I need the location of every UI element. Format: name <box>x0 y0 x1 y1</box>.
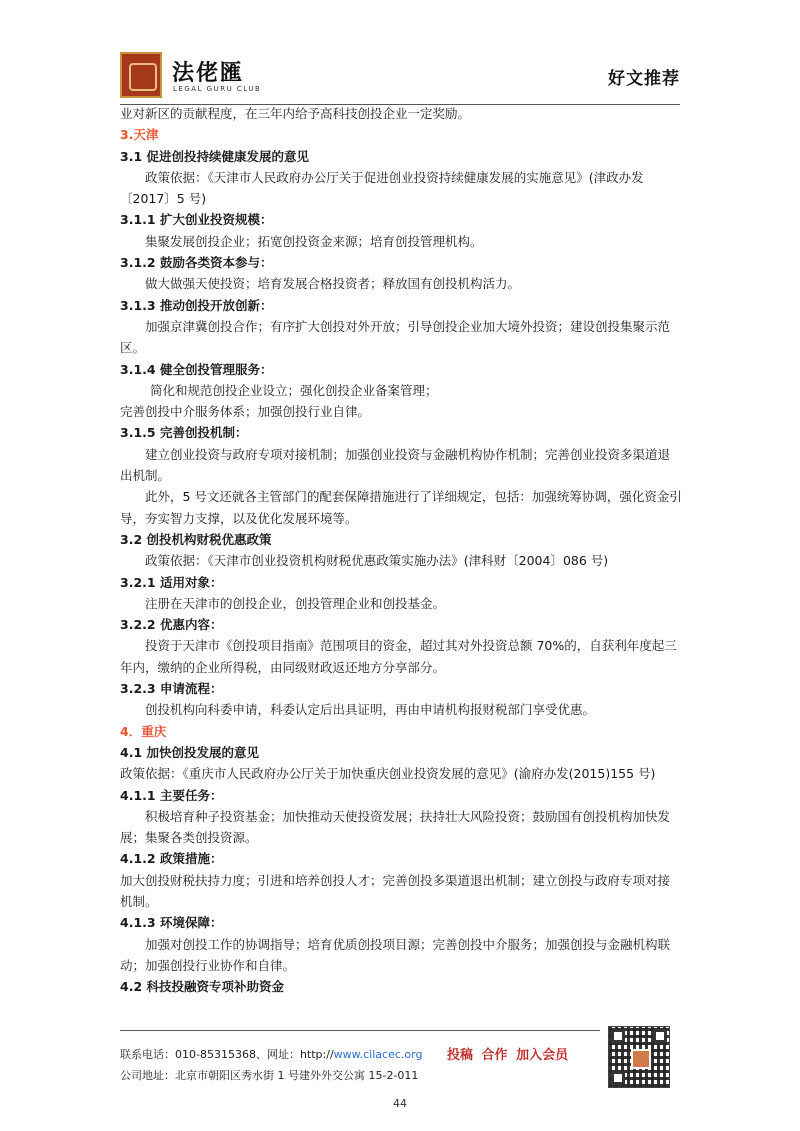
paragraph: 加强京津冀创投合作；有序扩大创投对外开放；引导创投企业加大境外投资；建设创投集聚示范区。 <box>120 318 671 356</box>
section-heading: 3.1.1 扩大创业投资规模： <box>120 212 273 228</box>
footer-phone: 联系电话：010-85315368、网址：http:// <box>120 1048 334 1061</box>
page-header <box>120 44 680 106</box>
paragraph: 加强对创投工作的协调指导；培育优质创投项目源；完善创投中介服务；加强创投与金融机构联动；加强创投行业协作和自律。 <box>120 936 671 973</box>
footer-contact <box>120 1046 422 1062</box>
paragraph: 投资于天津市《创投项目指南》范围项目的资金，超过其对外投资总额 70%的，自获利年度起三年内，缴纳的企业所得税，由同级财政返还地方分享部分。 <box>120 638 677 675</box>
section-heading: 3.2 创投机构财税优惠政策 <box>120 531 272 547</box>
paragraph: 积极培育种子投资基金；加快推动天使投资发展；扶持壮大风险投资；鼓励国有创投机构加快发展；集聚各类创投资源。 <box>120 808 671 846</box>
paragraph: 简化和规范创投企业设立；强化创投企业备案管理； <box>150 382 438 398</box>
footer-link-cooperate[interactable]: 合作 <box>481 1048 508 1063</box>
qr-finder-icon <box>653 1029 667 1043</box>
section-heading: 4．重庆 <box>120 723 167 739</box>
paragraph: 政策依据：《重庆市人民政府办公厅关于加快重庆创业投资发展的意见》(渝府办发(2015)155 号) <box>120 766 656 782</box>
section-heading: 4.1.1 主要任务： <box>120 787 223 803</box>
paragraph: 注册在天津市的创投企业，创投管理企业和创投基金。 <box>145 595 446 611</box>
section-heading: 4.1.2 政策措施： <box>120 851 223 867</box>
paragraph: 此外，5 号文还就各主管部门的配套保障措施进行了详细规定，包括：加强统筹协调，强化资金引导，夯实智力支撑，以及优化发展环境等。 <box>120 489 682 526</box>
qr-finder-icon <box>611 1029 625 1043</box>
section-heading: 3.1.5 完善创投机制： <box>120 425 248 441</box>
footer-links <box>447 1044 572 1063</box>
footer-divider <box>120 1030 600 1031</box>
paragraph: 集聚发展创投企业；拓宽创投资金来源；培育创投管理机构。 <box>145 233 483 249</box>
paragraph: 建立创业投资与政府专项对接机制；加强创业投资与金融机构协作机制；完善创业投资多渠道退出机制。 <box>120 446 671 484</box>
section-heading: 4.1 加快创投发展的意见 <box>120 744 259 760</box>
page-number: 44 <box>393 1097 407 1110</box>
section-heading: 3.2.3 申请流程： <box>120 681 223 697</box>
paragraph: 加大创投财税扶持力度；引进和培养创投人才；完善创投多渠道退出机制；建立创投与政府专项对接机制。 <box>120 872 671 909</box>
logo-subtitle: LEGAL GURU CLUB <box>173 85 262 93</box>
paragraph: 做大做强天使投资；培育发展合格投资者；释放国有创投机构活力。 <box>145 276 521 292</box>
section-heading: 3.2.1 适用对象： <box>120 574 223 590</box>
section-heading: 3.2.2 优惠内容： <box>120 617 223 633</box>
section-heading: 3.1.3 推动创投开放创新： <box>120 297 273 313</box>
logo-emblem-icon <box>120 52 162 98</box>
paragraph: 完善创投中介服务体系；加强创投行业自律。 <box>120 404 371 420</box>
footer-link-submit[interactable]: 投稿 <box>447 1048 474 1063</box>
section-heading: 4.1.3 环境保障： <box>120 915 223 931</box>
document-body <box>120 103 682 997</box>
footer-link-join[interactable]: 加入会员 <box>516 1048 569 1063</box>
logo-text: 法佬匯 <box>172 60 245 86</box>
footer-address: 公司地址：北京市朝阳区秀水街 1 号建外外交公寓 15-2-011 <box>120 1069 419 1082</box>
qr-code-icon <box>608 1026 670 1088</box>
qr-finder-icon <box>611 1071 625 1085</box>
paragraph: 政策依据：《天津市人民政府办公厅关于促进创业投资持续健康发展的实施意见》(津政办发〔2017〕5 号) <box>120 169 644 207</box>
header-title: 好文推荐 <box>608 69 680 89</box>
section-heading: 3.1 促进创投持续健康发展的意见 <box>120 148 309 164</box>
section-heading: 3.1.4 健全创投管理服务： <box>120 361 273 377</box>
paragraph: 政策依据：《天津市创业投资机构财税优惠政策实施办法》(津科财〔2004〕086 号) <box>145 553 609 569</box>
qr-logo-icon <box>631 1049 651 1069</box>
section-heading: 3.天津 <box>120 127 159 143</box>
footer-website-link[interactable]: www.cilacec.org <box>333 1048 423 1061</box>
section-heading: 3.1.2 鼓励各类资本参与： <box>120 255 273 271</box>
paragraph: 业对新区的贡献程度，在三年内给予高科技创投企业一定奖励。 <box>120 106 471 121</box>
paragraph: 创投机构向科委申请，科委认定后出具证明，再由申请机构报财税部门享受优惠。 <box>145 702 596 718</box>
section-heading: 4.2 科技投融资专项补助资金 <box>120 979 284 995</box>
